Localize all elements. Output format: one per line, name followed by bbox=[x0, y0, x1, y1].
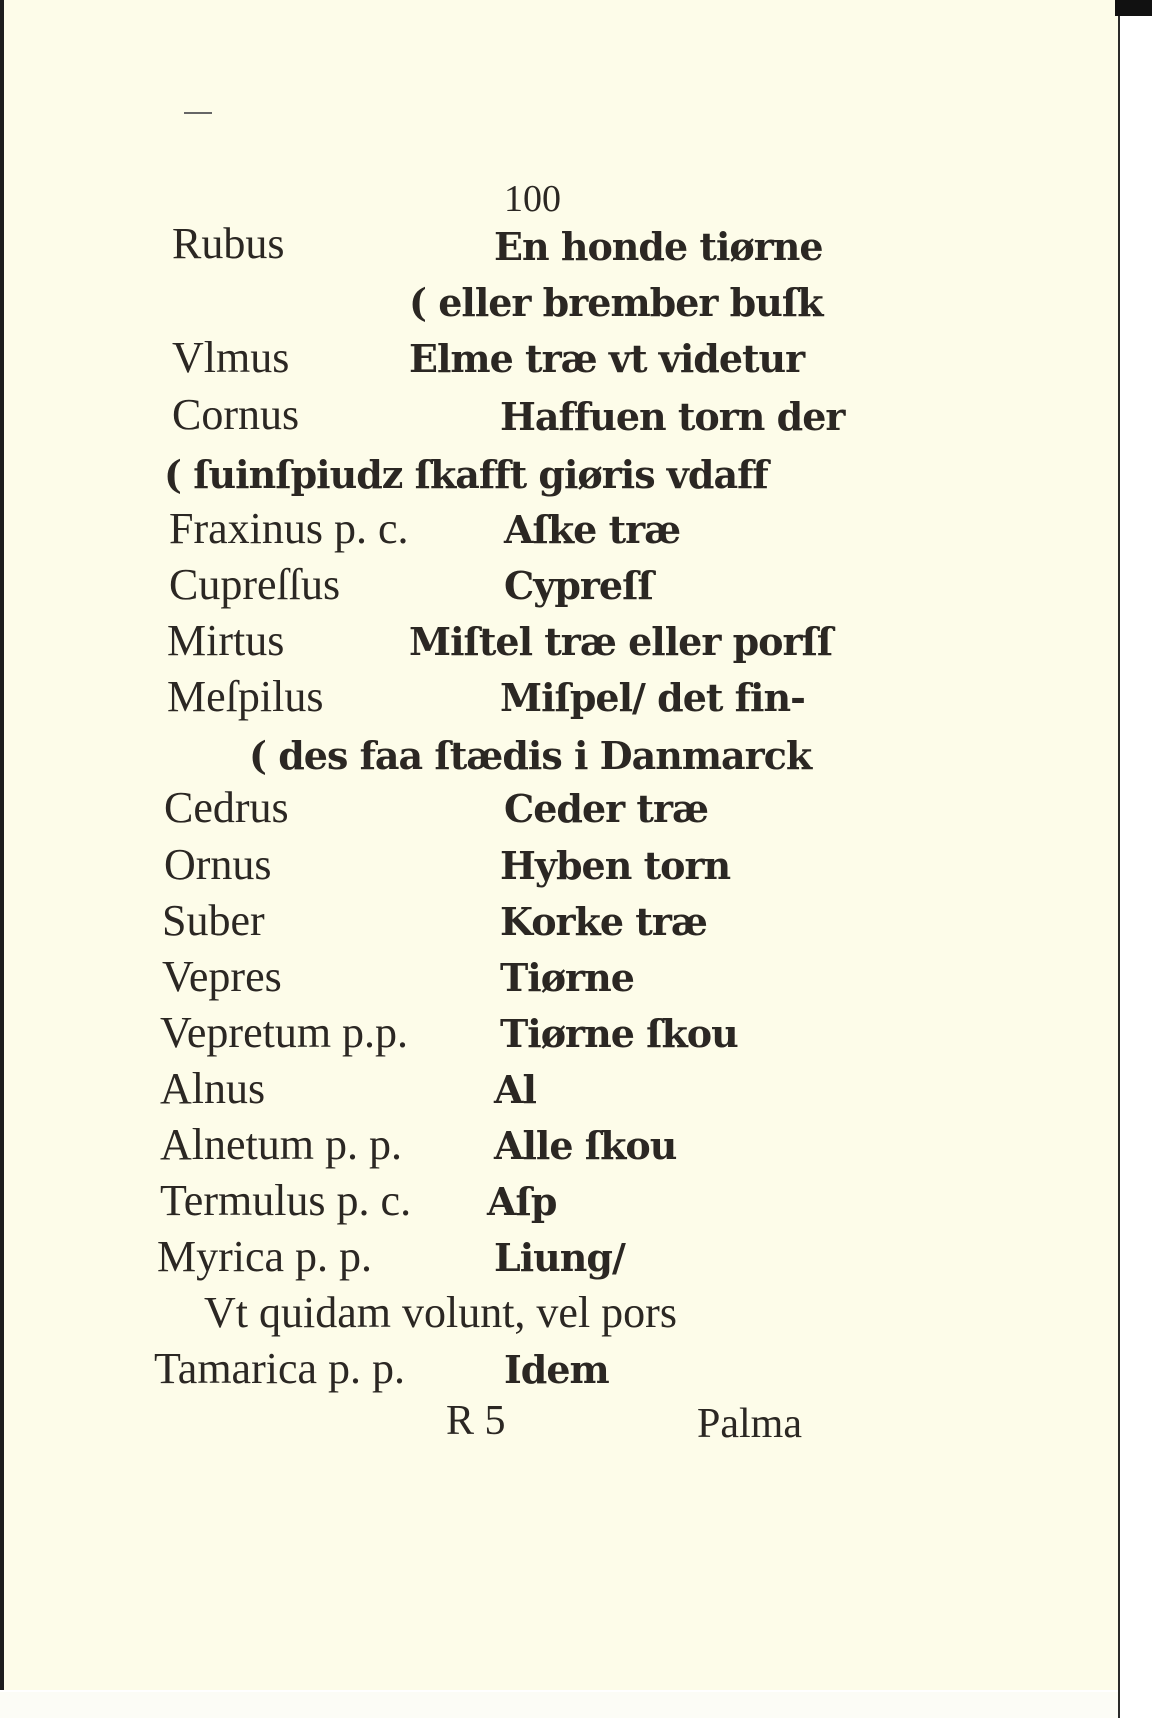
page-number: 100 bbox=[504, 178, 561, 220]
danish-continuation: ( ſuinſpiudz ſkafft giøris vdaff bbox=[164, 452, 768, 497]
danish-term: Ceder træ bbox=[504, 786, 709, 831]
catchword: Palma bbox=[697, 1401, 802, 1447]
latin-term: Myrica p. p. bbox=[157, 1232, 373, 1281]
latin-term: Fraxinus p. c. bbox=[169, 504, 409, 553]
latin-term: Alnus bbox=[160, 1064, 266, 1113]
latin-term: Cupreſſus bbox=[169, 560, 341, 609]
danish-term: Miſpel/ det fin- bbox=[500, 675, 805, 720]
danish-term: Aſp bbox=[487, 1179, 557, 1224]
scan-edge bbox=[1118, 0, 1120, 1718]
danish-term: Elme træ vt videtur bbox=[409, 336, 805, 381]
danish-term: Alle ſkou bbox=[494, 1123, 677, 1168]
latin-term: Mirtus bbox=[167, 616, 285, 665]
scan-bottom-margin bbox=[0, 1692, 1118, 1718]
latin-term: Suber bbox=[162, 896, 265, 945]
latin-term: Meſpilus bbox=[167, 672, 324, 721]
latin-term: Alnetum p. p. bbox=[160, 1120, 402, 1169]
latin-term: Vepres bbox=[162, 952, 282, 1001]
latin-continuation: Vt quidam volunt, vel pors bbox=[204, 1288, 677, 1337]
danish-term: Miſtel træ eller porſſ bbox=[409, 619, 833, 664]
danish-continuation: ( des faa ſtædis i Danmarck bbox=[249, 733, 812, 778]
danish-term: Tiørne bbox=[500, 955, 634, 1000]
danish-term: Liung/ bbox=[494, 1235, 625, 1280]
latin-term: Vepretum p.p. bbox=[160, 1008, 409, 1057]
signature-mark: R 5 bbox=[446, 1398, 506, 1444]
danish-continuation: ( eller brember buſk bbox=[409, 280, 823, 325]
danish-term: En honde tiørne bbox=[494, 224, 823, 269]
scan-corner-mark bbox=[1115, 0, 1152, 16]
latin-term: Cedrus bbox=[164, 783, 289, 832]
danish-term: Al bbox=[494, 1067, 536, 1112]
danish-term: Hyben torn bbox=[500, 843, 731, 888]
danish-term: Korke træ bbox=[500, 899, 707, 944]
latin-term: Vlmus bbox=[172, 333, 290, 382]
danish-term: Haffuen torn der bbox=[500, 394, 845, 439]
danish-term: Cypreſſ bbox=[504, 563, 653, 608]
margin-dash bbox=[184, 112, 212, 114]
latin-term: Cornus bbox=[172, 390, 300, 439]
latin-term: Tamarica p. p. bbox=[154, 1344, 406, 1393]
latin-term: Termulus p. c. bbox=[160, 1176, 412, 1225]
danish-term: Tiørne ſkou bbox=[500, 1011, 738, 1056]
danish-term: Idem bbox=[504, 1347, 609, 1392]
latin-term: Rubus bbox=[172, 219, 285, 268]
danish-term: Aſke træ bbox=[504, 507, 681, 552]
latin-term: Ornus bbox=[164, 840, 272, 889]
